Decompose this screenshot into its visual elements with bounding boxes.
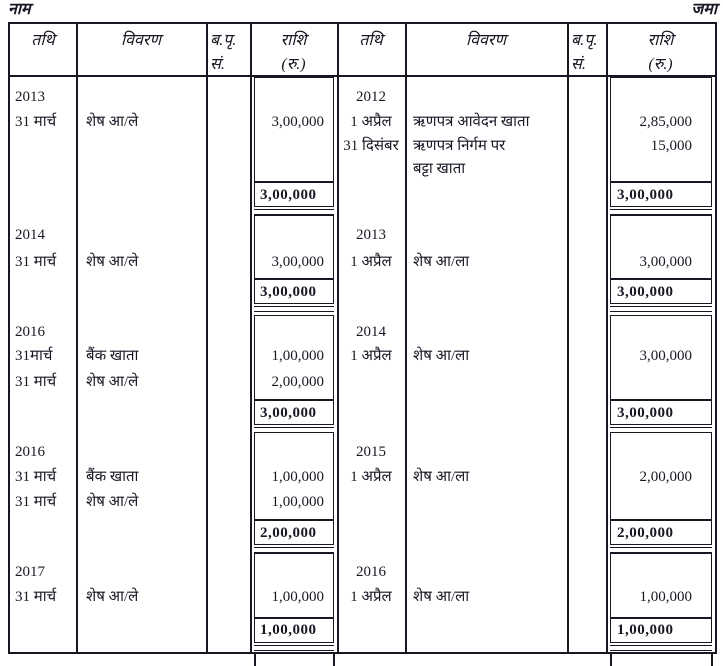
header-date-credit: तथि	[359, 32, 383, 49]
entry-amount: 3,00,000	[639, 254, 692, 270]
total-double-rule	[610, 306, 712, 312]
entry-date: 31 दिसंबर	[343, 138, 399, 154]
column-divider	[250, 24, 252, 652]
header-amount-debit-line2: (रु.)	[281, 56, 306, 73]
column-divider	[206, 24, 208, 652]
entry-particulars: बैंक खाता	[86, 469, 139, 485]
entry-particulars: शेष आ/ला	[413, 469, 470, 485]
entry-date: 1 अप्रैल	[350, 114, 392, 130]
entry-particulars: शेष आ/ले	[86, 254, 139, 270]
entry-year: 2014	[15, 227, 45, 243]
entry-date: 31मार्च	[15, 348, 53, 364]
amount-box-continuation	[610, 654, 612, 666]
period-total: 3,00,000	[260, 284, 317, 300]
period-total: 3,00,000	[617, 187, 674, 203]
column-divider	[606, 24, 608, 652]
entry-particulars: शेष आ/ला	[413, 254, 470, 270]
period-total: 3,00,000	[617, 284, 674, 300]
entry-date: 31 मार्च	[15, 469, 57, 485]
entry-amount: 2,85,000	[639, 114, 692, 130]
period-total: 2,00,000	[617, 525, 674, 541]
entry-year: 2016	[15, 444, 45, 460]
entry-particulars: शेष आ/ले	[86, 114, 139, 130]
period-total: 1,00,000	[260, 622, 317, 638]
entry-amount: 2,00,000	[639, 469, 692, 485]
entry-particulars: बैंक खाता	[86, 348, 139, 364]
entry-year: 2014	[356, 324, 386, 340]
entry-year: 2013	[15, 89, 45, 105]
total-double-rule	[254, 306, 334, 312]
entry-amount: 2,00,000	[271, 374, 324, 390]
header-folio-credit-line2: सं.	[571, 56, 586, 73]
entry-year: 2016	[15, 324, 45, 340]
entry-particulars: ऋणपत्र निर्गम पर	[413, 138, 506, 154]
column-divider	[405, 24, 407, 652]
header-particulars-credit: विवरण	[465, 32, 507, 49]
period-total: 3,00,000	[260, 405, 317, 421]
entry-particulars: बट्टा खाता	[413, 161, 466, 177]
entry-date: 31 मार्च	[15, 254, 57, 270]
column-divider	[76, 24, 78, 652]
entry-amount: 15,000	[650, 138, 692, 154]
entry-amount: 1,00,000	[271, 494, 324, 510]
period-total: 3,00,000	[617, 405, 674, 421]
entry-date: 1 अप्रैल	[350, 589, 392, 605]
amount-box	[610, 553, 712, 618]
amount-box	[254, 553, 334, 618]
header-amount-debit-line1: राशि	[280, 32, 307, 49]
entry-amount: 3,00,000	[271, 254, 324, 270]
header-folio-debit-line1: ब.पृ.	[210, 32, 237, 49]
entry-amount: 3,00,000	[271, 114, 324, 130]
total-double-rule	[610, 645, 712, 651]
header-amount-credit-line1: राशि	[647, 32, 674, 49]
header-folio-debit-line2: सं.	[210, 56, 225, 73]
entry-amount: 1,00,000	[639, 589, 692, 605]
header-folio-credit-line1: ब.पृ.	[571, 32, 598, 49]
header-amount-credit-line2: (रु.)	[648, 56, 673, 73]
entry-year: 2015	[356, 444, 386, 460]
entry-date: 31 मार्च	[15, 374, 57, 390]
entry-particulars: शेष आ/ला	[413, 589, 470, 605]
entry-particulars: शेष आ/ले	[86, 374, 139, 390]
entry-year: 2017	[15, 564, 45, 580]
header-particulars-debit: विवरण	[120, 32, 162, 49]
period-total: 2,00,000	[260, 525, 317, 541]
amount-box-continuation	[711, 654, 713, 666]
entry-particulars: शेष आ/ले	[86, 494, 139, 510]
entry-amount: 1,00,000	[271, 469, 324, 485]
total-double-rule	[254, 645, 334, 651]
period-total: 3,00,000	[260, 187, 317, 203]
amount-box-continuation	[333, 654, 335, 666]
amount-box-continuation	[254, 654, 256, 666]
header-date-debit: तथि	[31, 32, 55, 49]
entry-amount: 1,00,000	[271, 348, 324, 364]
entry-particulars: ऋणपत्र आवेदन खाता	[413, 114, 530, 130]
entry-amount: 3,00,000	[639, 348, 692, 364]
debit-side-label: नाम	[8, 1, 31, 18]
credit-side-label: जमा	[691, 1, 717, 18]
entry-particulars: शेष आ/ले	[86, 589, 139, 605]
entry-amount: 1,00,000	[271, 589, 324, 605]
entry-particulars: शेष आ/ला	[413, 348, 470, 364]
entry-year: 2012	[356, 89, 386, 105]
entry-date: 31 मार्च	[15, 589, 57, 605]
column-divider	[567, 24, 569, 652]
entry-date: 1 अप्रैल	[350, 469, 392, 485]
ledger-table	[8, 22, 717, 654]
entry-date: 31 मार्च	[15, 494, 57, 510]
entry-date: 1 अप्रैल	[350, 254, 392, 270]
entry-year: 2016	[356, 564, 386, 580]
entry-year: 2013	[356, 227, 386, 243]
period-total: 1,00,000	[617, 622, 674, 638]
entry-date: 1 अप्रैल	[350, 348, 392, 364]
entry-date: 31 मार्च	[15, 114, 57, 130]
